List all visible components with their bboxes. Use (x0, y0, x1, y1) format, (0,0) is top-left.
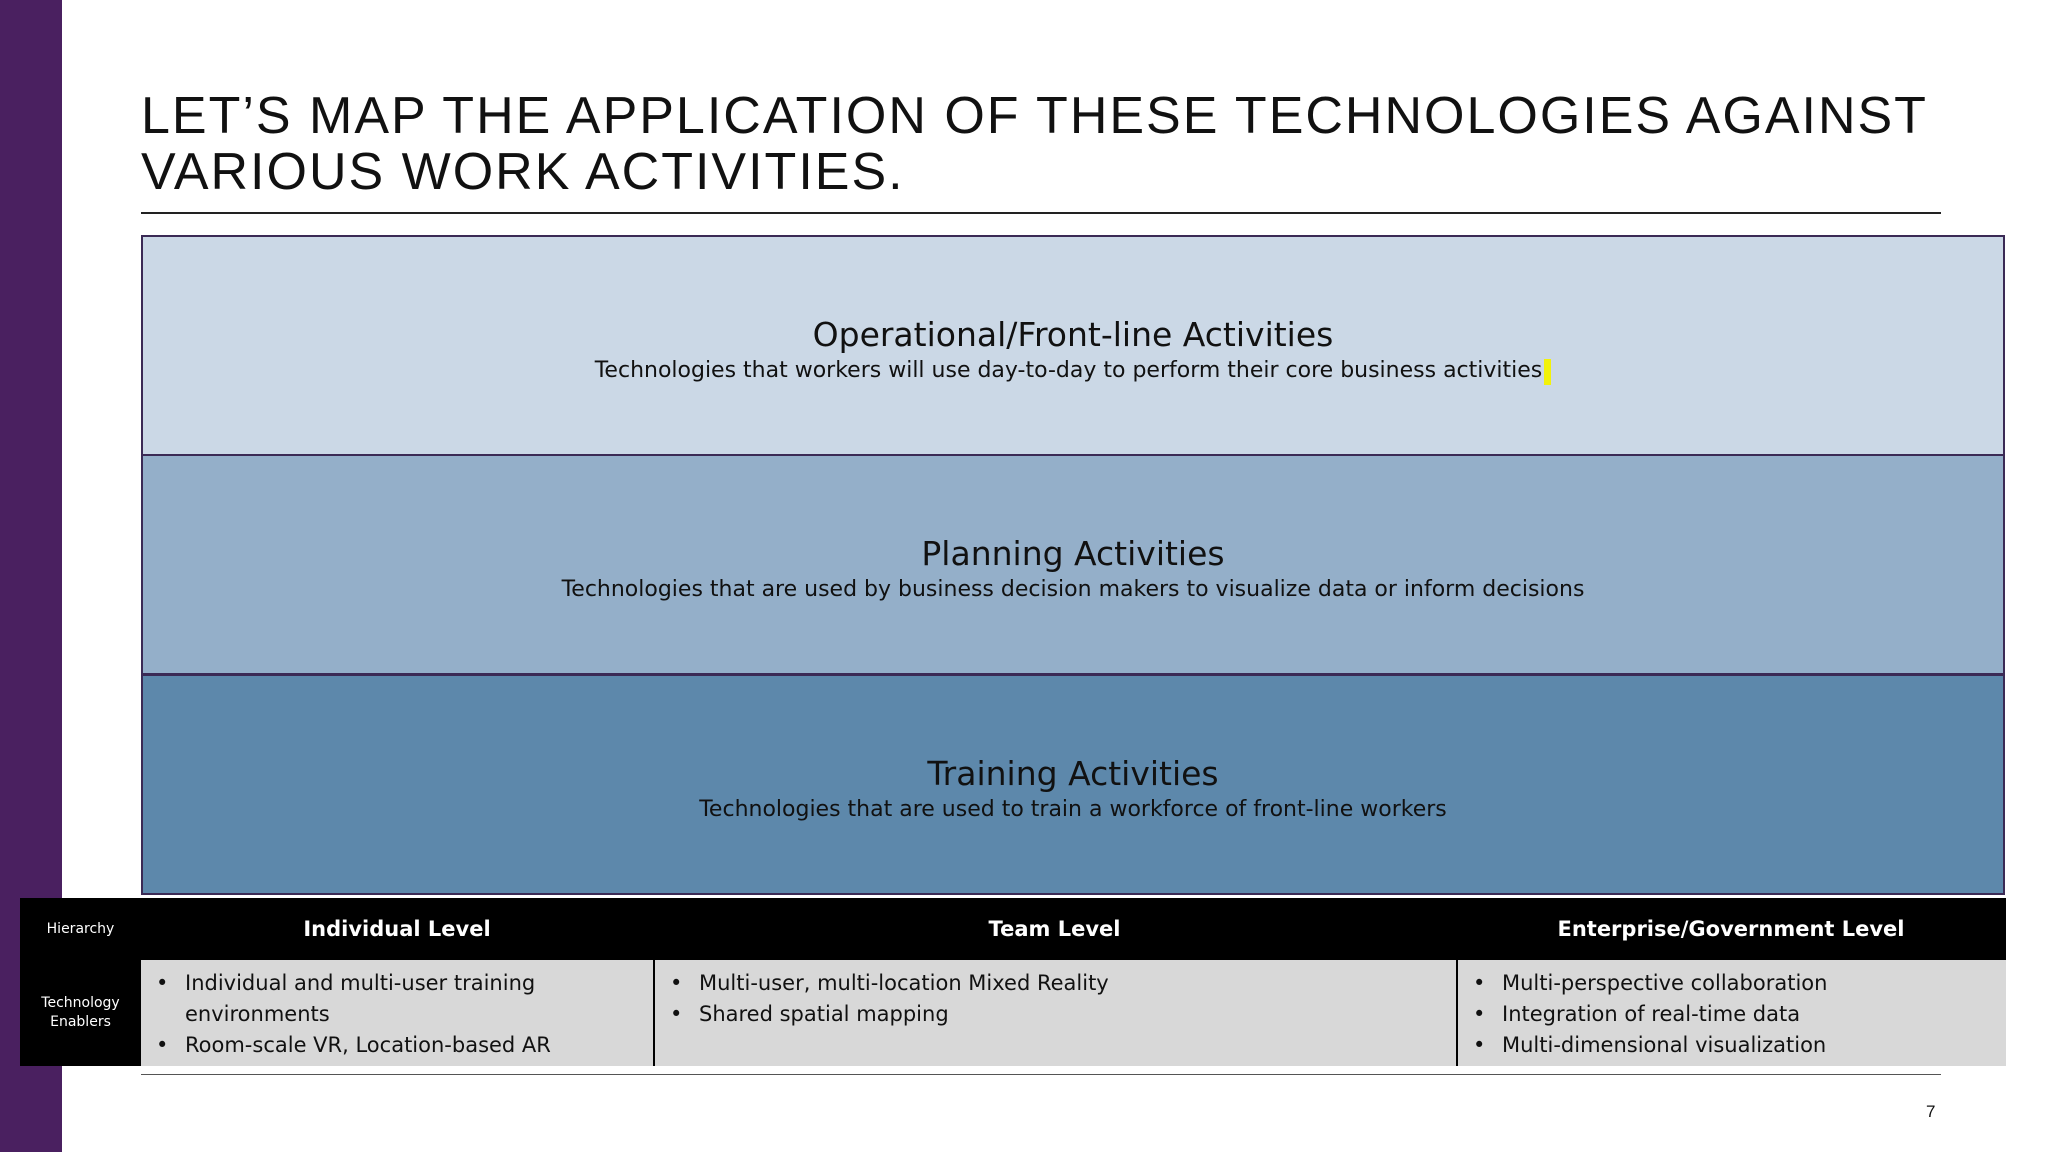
column-header-team: Team Level (988, 917, 1121, 941)
row-label-technology-enablers: Technology Enablers (20, 960, 141, 1066)
row-label-hierarchy: Hierarchy (20, 898, 141, 960)
band-description: Technologies that are used to train a workforce of front-line workers (699, 796, 1447, 822)
technology-table (20, 898, 2006, 1068)
cell-individual (141, 960, 653, 1066)
slide-title: LET’S MAP THE APPLICATION OF THESE TECHNOLOGIES AGAINST VARIOUS WORK ACTIVITIES. (141, 87, 1928, 201)
text-cursor-highlight (1544, 359, 1551, 385)
list-item: • Multi-dimensional visualization (1502, 1030, 2006, 1061)
column-header-individual: Individual Level (303, 917, 491, 941)
band-description: Technologies that are used by business decision makers to visualize data or inform decisions (561, 576, 1585, 602)
band-title: Operational/Front-line Activities (812, 314, 1334, 354)
list-item: • Room-scale VR, Location-based AR (185, 1030, 653, 1061)
cell-enterprise (1456, 960, 2006, 1066)
list-item: • Individual and multi-user training environments (185, 968, 653, 1030)
list-item: • Multi-user, multi-location Mixed Reality (699, 968, 1456, 999)
cell-team (653, 960, 1456, 1066)
bullet-list (141, 968, 653, 1061)
band-training (141, 674, 2005, 895)
band-description: Technologies that workers will use day-to-day to perform their core business activities (594, 357, 1543, 383)
column-header-enterprise: Enterprise/Government Level (1557, 917, 1905, 941)
band-operational (141, 235, 2005, 456)
list-item: • Shared spatial mapping (699, 999, 1456, 1030)
band-title: Planning Activities (921, 533, 1225, 573)
bullet-list (1458, 968, 2006, 1061)
title-divider (141, 212, 1941, 214)
bullet-list (655, 968, 1456, 1030)
band-planning (141, 454, 2005, 675)
band-title: Training Activities (927, 753, 1219, 793)
list-item: • Integration of real-time data (1502, 999, 2006, 1030)
list-item: • Multi-perspective collaboration (1502, 968, 2006, 999)
page-number: 7 (1926, 1102, 1936, 1121)
band-description-line (595, 356, 1552, 386)
footer-divider (141, 1074, 1941, 1075)
